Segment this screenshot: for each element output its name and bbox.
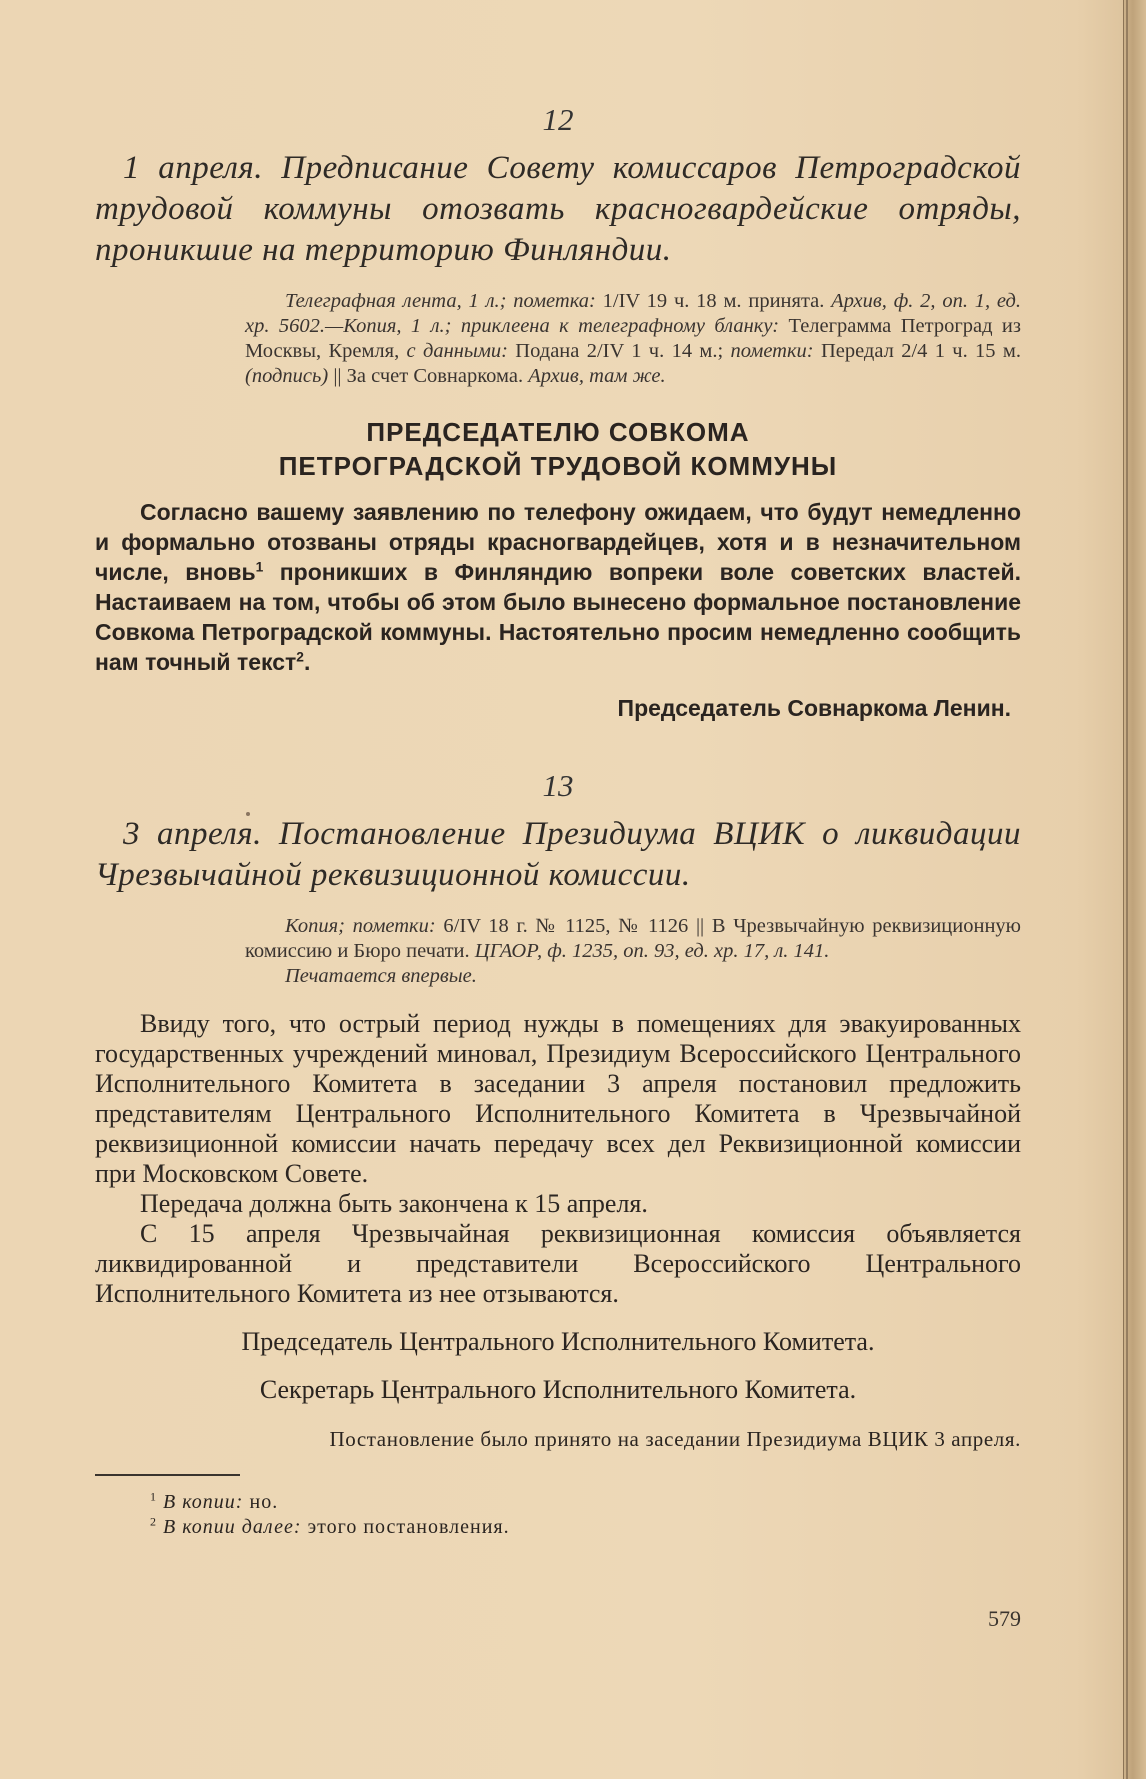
resolution-paragraph: С 15 апреля Чрезвычайная реквизиционная комиссия объявляется ликвидированной и представители Всероссийского Центрального Исполнительного Комитета из нее отзываются. [95,1219,1021,1308]
page-number: 579 [988,1606,1021,1631]
resolution-paragraph: Ввиду того, что острый период нужды в помещениях для эвакуированных государственных учреждений миновал, Президиум Всероссийского Центрального Исполнительного Комитета в заседании 3 апреля постановил предложить представителям Центрального Исполнительного Комитета в Чрезвычайной реквизиционной комиссии начать передачу всех дел Реквизиционной комиссии при Московском Совете. [95,1009,1021,1188]
addressee-line: ПРЕДСЕДАТЕЛЮ СОВКОМА [366,417,750,447]
page-edge-line [1126,0,1128,1779]
source-italic: Телеграфная лента, 1 л.; пометка: [285,290,596,312]
body-text: Согласно вашему заявлению по телефону ожидаем, что будут немедленно и формально отозваны отряды красногвардейцев, хотя и в незначительном числе, вновь [95,499,1021,585]
document-title: 1 апреля. Предписание Совету комиссаров Петроградской трудовой коммуны отозвать красногвардейские отряды, проникшие на территорию Финляндии. [95,150,1021,268]
source-italic: ЦГАОР, ф. 1235, оп. 93, ед. хр. 17, л. 141. [474,940,830,962]
footnote-mark: 2 [150,1514,157,1529]
telegram-body [95,497,1021,677]
document-number: 12 [542,102,574,137]
footnote-rule [95,1474,240,1476]
footnote-mark: 1 [150,1489,157,1504]
source-italic: Архив, там же. [528,365,666,387]
footnote [150,1515,1021,1540]
source-plain: 6/IV 18 г. № 1125, № 1126 || В Чрезвычайную реквизиционную комиссию и Бюро печати. [245,915,1021,962]
body-text: проникших в Финляндию вопреки воле советских властей. Настаиваем на том, чтобы об этом было вынесено формальное постановление Совкома Петроградской коммуны. Настоятельно просим немедленно сообщить нам точный текст [95,559,1021,675]
editorial-note: Постановление было принято на заседании Президиума ВЦИК 3 апреля. [329,1427,1021,1451]
footnote-ref: 2 [296,649,304,665]
document-title: 3 апреля. Постановление Президиума ВЦИК о ликвидации Чрезвычайной реквизиционной комиссии. [95,816,1021,893]
resolution-paragraph: Передача должна быть закончена к 15 апреля. [140,1189,648,1218]
signature: Председатель Центрального Исполнительного Комитета. [241,1327,875,1356]
source-italic: с данными: [406,340,508,362]
addressee-line: ПЕТРОГРАДСКОЙ ТРУДОВОЙ КОММУНЫ [278,451,838,481]
signature: Председатель Совнаркома Ленин. [617,695,1011,721]
footnote [150,1490,1021,1515]
addressee-heading [95,415,1021,483]
source-text [245,914,1021,964]
page-content [95,90,1021,1540]
source-note [245,289,1021,389]
document-number: 13 [542,768,574,803]
spacer [95,989,1021,1009]
footnote-label: В копии: [163,1491,244,1513]
source-italic: Архив, ф. 2, оп. 1, ед. хр. 5602.—Копия, 1 л.; приклеена к телеграфному бланку: [245,290,1022,337]
source-plain: || За счет Совнаркома. [328,365,529,387]
footnote-label: В копии далее: [163,1516,302,1538]
document-13 [95,768,1021,1452]
source-italic: пометки: [730,340,814,362]
source-text [245,289,1021,389]
footnotes [95,1490,1021,1540]
source-italic: (подпись) [245,365,329,387]
footnote-ref: 1 [255,559,264,575]
source-plain: Телеграмма Петроград из Москвы, Кремля, [245,315,1021,362]
source-note [245,914,1021,989]
source-text: Печатается впервые. [285,965,477,987]
footnote-text: этого постановления. [301,1516,510,1538]
source-plain: 1/IV 19 ч. 18 м. принята. [595,290,832,312]
document-12 [95,102,1021,722]
signature: Секретарь Центрального Исполнительного Комитета. [259,1375,857,1404]
source-plain: Передал 2/4 1 ч. 15 м. [813,340,1021,362]
footnote-text: но. [243,1491,279,1513]
source-italic: Копия; пометки: [285,915,436,937]
body-text: . [303,649,311,675]
source-plain: Подана 2/IV 1 ч. 14 м.; [507,340,731,362]
